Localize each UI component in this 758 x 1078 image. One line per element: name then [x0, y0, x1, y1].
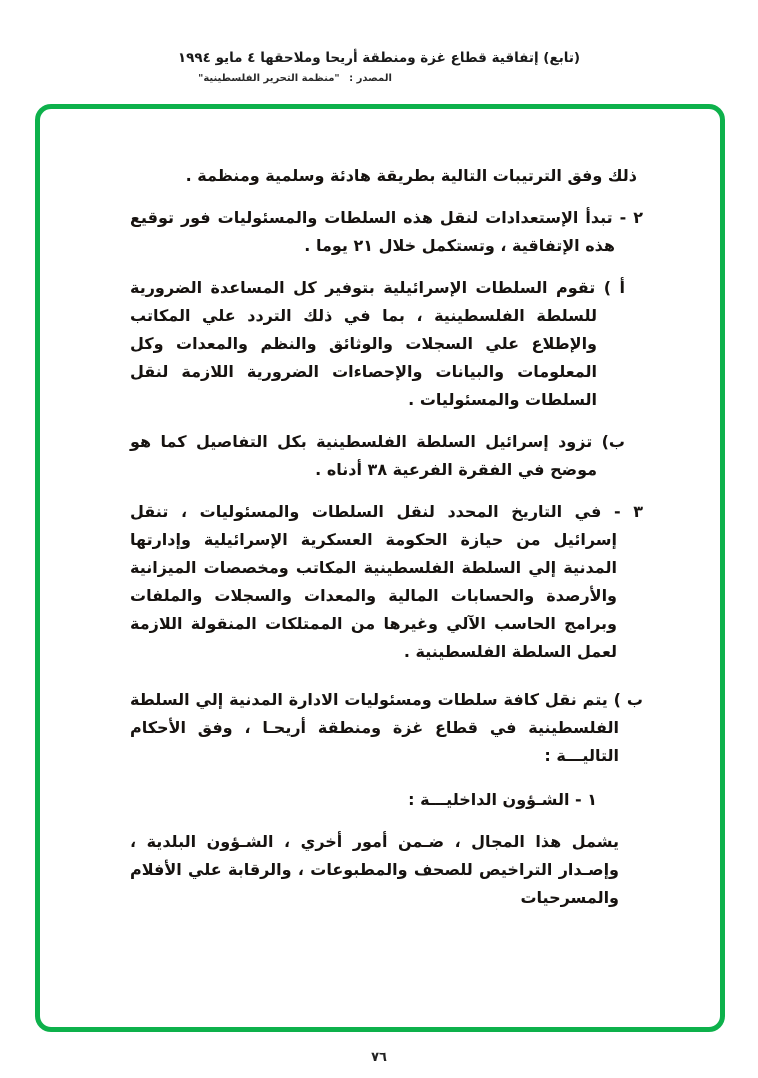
document-body [130, 162, 643, 926]
clause-2-marker: ٢ - [619, 208, 643, 227]
clause-3-marker: ٣ - [613, 502, 643, 521]
subclause-b-text: تزود إسرائيل السلطة الفلسطينية بكل التفاصيل كما هو موضح في الفقرة الفرعية ٣٨ أدناه . [130, 432, 597, 479]
section-b [130, 686, 643, 770]
subsection-1-text: الشـؤون الداخليـــة : [408, 790, 570, 809]
clause-2-text: تبدأ الإستعدادات لنقل هذه السلطات والمسئوليات فور توقيع هذه الإتفاقية ، وتستكمل خلال ٢١ يوما . [130, 208, 615, 255]
page-number: ٧٦ [371, 1050, 387, 1065]
clause-2 [130, 204, 643, 260]
paragraph-text: يشمل هذا المجال ، ضـمن أمور أخري ، الشـؤون البلدية ، وإصـدار التراخيص للصحف والمطبوعات ، والرقابة علي الأفلام والمسرحيات [130, 832, 619, 907]
subclause-b [130, 428, 643, 484]
paragraph-continuation [130, 162, 643, 190]
subclause-a-marker: أ ) [603, 278, 625, 297]
subclause-a-text: تقوم السلطات الإسرائيلية بتوفير كل المساعدة الضرورية للسلطة الفلسطينية ، بما في ذلك التردد علي المكاتب والإطلاع علي السجلات والوثائق والنظم والمعدات وكل المعلومات والبيانات والإحصاءات الضرورية اللازمة لنقل السلطات والمسئوليات . [130, 278, 597, 409]
subclause-a [130, 274, 643, 414]
subsection-1-marker: ١ - [575, 790, 597, 809]
section-b-marker: ب ) [613, 690, 643, 709]
subsection-1-body [130, 828, 643, 912]
clause-3-text: في التاريخ المحدد لنقل السلطات والمسئوليات ، تنقل إسرائيل من حيازة الحكومة العسكرية الإسرائيلية وإدارتها المدنية إلي السلطة الفلسطينية المكاتب ومخصصات الميزانية والأرصدة والحسابات المالية والمعدات والسجلات والملفات وبرامج الحاسب الآلي وغيرها من الممتلكات المنقولة اللازمة لعمل السلطة الفلسطينية . [130, 502, 617, 661]
paragraph-text: ذلك وفق الترتيبات التالية بطريقة هادئة وسلمية ومنظمة . [185, 166, 637, 185]
clause-3 [130, 498, 643, 666]
subclause-b-marker: ب) [601, 432, 625, 451]
document-title: (تابع) إتفاقية قطاع غزة ومنطقة أريحا وملاحقها ٤ مايو ١٩٩٤ [177, 50, 581, 66]
source-value: "منظمة التحرير الفلسطينية" [198, 73, 340, 84]
document-source [110, 73, 480, 84]
subsection-1-heading [130, 786, 643, 814]
section-b-text: يتم نقل كافة سلطات ومسئوليات الادارة المدنية إلي السلطة الفلسطينية في قطاع غزة ومنطقة أريحـا ، وفق الأحكام التاليـــة : [130, 690, 619, 765]
source-label: المصدر : [349, 73, 392, 84]
